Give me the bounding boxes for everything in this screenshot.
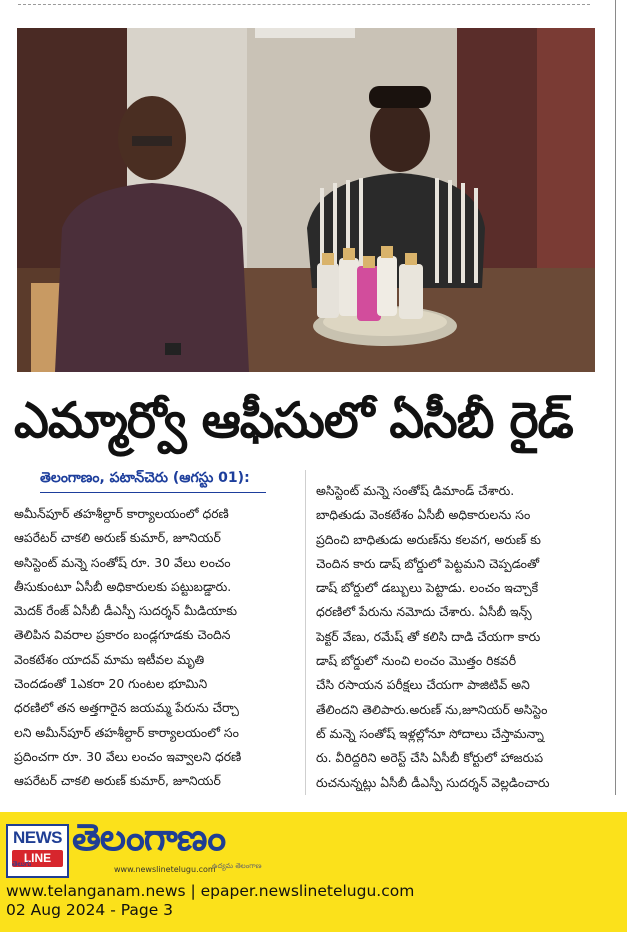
article-line: వెంకటేశం యాదవ్ మామ ఇటీవల మృతి xyxy=(14,651,205,667)
article-line: అసిస్టెంట్ మన్నె సంతోష్ రూ. 30 వేలు లంచం xyxy=(14,554,231,570)
news-photo xyxy=(17,28,595,372)
article-left-column xyxy=(14,502,296,794)
article-line: తేలిందని తెలిపారు.అరుణ్ ను,జూనియర్ అసిస్టెం xyxy=(316,701,548,717)
article-line: పెక్టర్ వేణు, రమేష్ తో కలిసి దాడి చేయగా కారు xyxy=(316,628,541,644)
article-line: ట్ మన్నె సంతోష్ ఇళ్లల్లోనూ సోదాలు చేస్తామన్నా xyxy=(316,725,544,741)
page-edge-rule xyxy=(615,0,616,795)
article-line: ఆపరేటర్ చాకలి అరుణ్ కుమార్, జూనియర్ xyxy=(14,530,221,546)
article-line: చేసి రసాయన పరీక్షలు చేయగా పాజిటివ్ అని xyxy=(316,677,530,693)
headline: ఎమ్మార్వో ఆఫీసులో ఏసీబీ రైడ్ xyxy=(14,392,573,449)
article-line: ధరణిలో తన అత్తగారైన జయమ్మ పేరును చేర్చా xyxy=(14,700,239,716)
article-line: రు. వీరిద్దరిని అరెస్ట్ చేసి ఏసీబీ కోర్టులో హాజరుప xyxy=(316,750,544,766)
article-line: బాధితుడు వెంకటేశం ఏసీబీ అధికారులను సం xyxy=(316,507,531,523)
column-divider xyxy=(305,470,306,795)
dateline: తెలంగాణం, పటాన్‌చెరు (ఆగస్టు 01): xyxy=(40,470,250,486)
article-line: లని అమీన్‌పూర్ తహశీల్దార్ కార్యాలయంలో సం xyxy=(14,724,239,740)
article-line: చెందిన కారు డాష్ బోర్డులో పెట్టమని చెప్పడంతో xyxy=(316,555,540,571)
article-line: చెందడంతో 1ఎకరా 20 గుంటల భూమిని xyxy=(14,676,208,692)
brand-tagline: ఉద్యమ తెలంగాణ xyxy=(212,862,262,870)
logo-news-text: NEWS xyxy=(13,828,62,847)
footer-urls: www.telanganam.news | epaper.newslinetelugu.com xyxy=(6,882,415,900)
article-line: రుచనున్నట్లు ఏసీబీ డీఎస్పీ సుదర్శన్ వెల్లడించారు xyxy=(316,774,550,790)
article-line: అమీన్‌పూర్ తహశీల్దార్ కార్యాలయంలో ధరణి xyxy=(14,506,229,521)
photo-illustration xyxy=(17,28,595,372)
article-line: డాష్ బోర్డులో డబ్బులు పెట్టాడు. లంచం ఇచ్చాకే xyxy=(316,580,539,596)
article-line: డాష్ బోర్డులో నుంచి లంచం మొత్తం రికవరీ xyxy=(316,653,517,669)
article-line: ప్రదించి బాధితుడు అరుణ్‌ను కలవగ, అరుణ్ కు xyxy=(316,531,541,547)
article-line: ఆపరేటర్ చాకలి అరుణ్ కుమార్, జూనియర్ xyxy=(14,773,221,789)
article-line: తీసుకుంటూ ఏసీబీ అధికారులకు పట్టుబడ్డారు. xyxy=(14,578,232,594)
article-line: మెదక్ రేంజ్ ఏసీబీ డీఎస్పీ సుదర్శన్ మీడియాకు xyxy=(14,603,238,619)
footer-bar xyxy=(0,812,627,932)
brand-url: www.newslinetelugu.com xyxy=(114,865,216,874)
logo-line-text: LINE xyxy=(12,850,63,867)
article-right-column xyxy=(316,479,598,795)
page-info: 02 Aug 2024 - Page 3 xyxy=(6,901,174,919)
article-line: ధరణిలో పేరును నమోదు చేశారు. ఏసీబీ ఇన్స్ xyxy=(316,604,532,620)
article-line: అసిస్టెంట్ మన్నె సంతోష్ డిమాండ్ చేశారు. xyxy=(316,483,515,498)
article-line: తెలిపిన వివరాల ప్రకారం బండ్లగూడకు చెందిన xyxy=(14,627,231,643)
telanganam-masthead: తెలంగాణం xyxy=(72,816,226,859)
dateline-underline xyxy=(40,492,266,493)
article-line: ప్రదించగా రూ. 30 వేలు లంచం ఇవ్వాలని ధరణి xyxy=(14,748,242,764)
logo-language: తెలుగు xyxy=(12,860,32,868)
top-dashed-rule xyxy=(18,4,590,5)
